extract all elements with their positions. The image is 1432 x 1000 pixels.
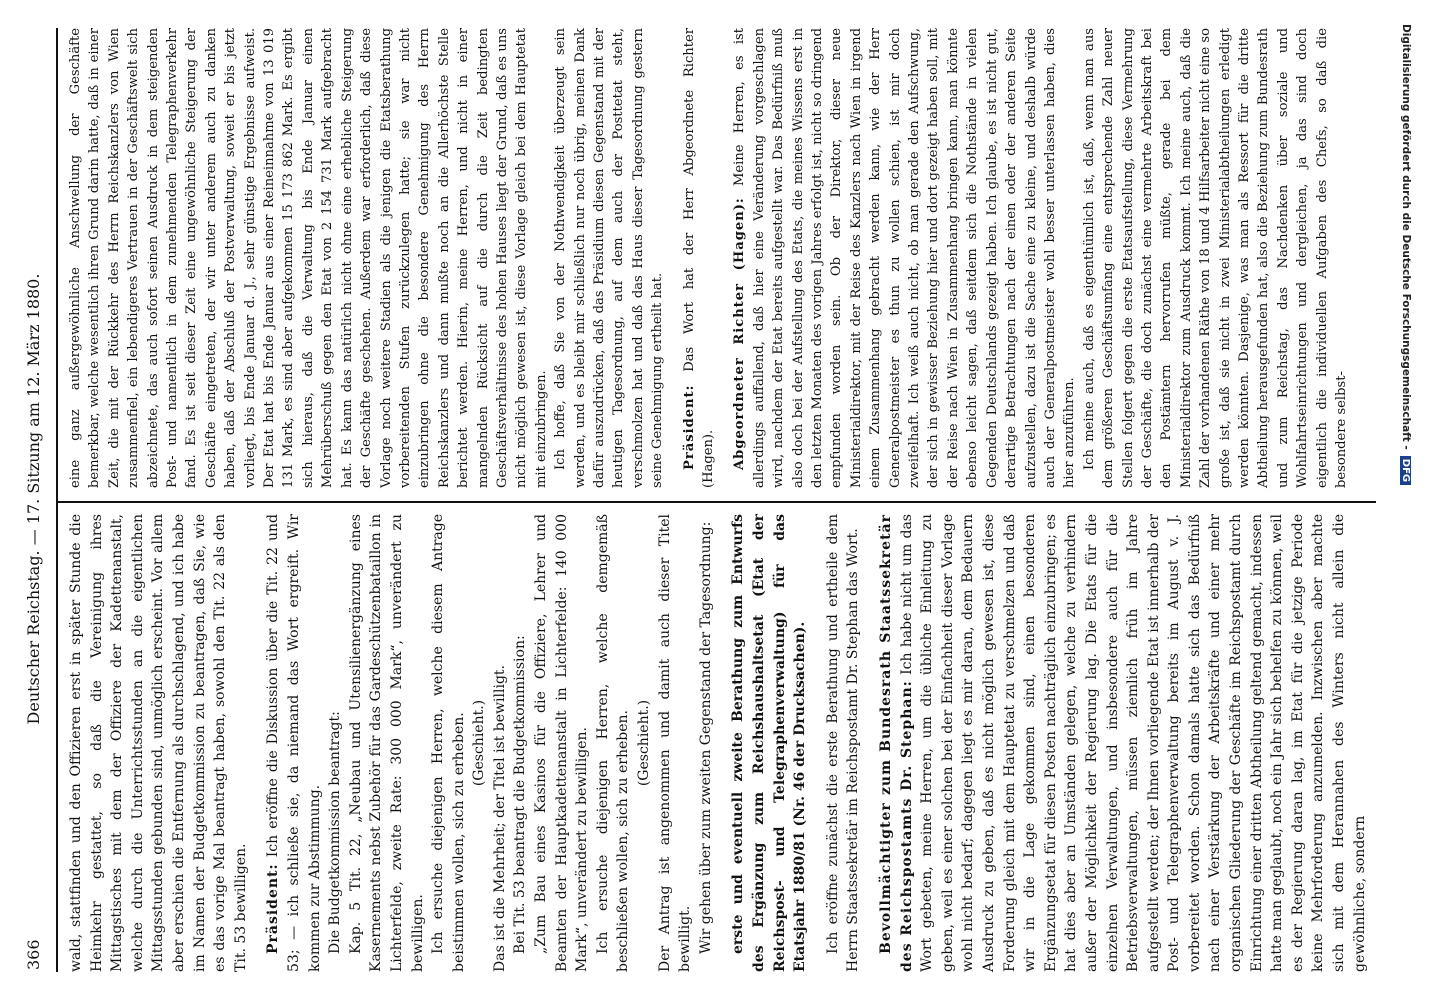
page-number: 366 — [24, 939, 43, 970]
paragraph: „Zum Bau eines Kasinos für die Offiziere, Lehrer und Beamten der Hauptkadettenanstalt in Lichterfelde: 140 000 Mark“, unverändert zu bewilligen. — [533, 514, 591, 972]
column-divider — [56, 501, 1376, 503]
paragraph: Ich meine auch, daß es eigenthümlich ist, daß, wenn man aus dem größeren Geschäftsumfang eine entsprechende Zahl neuer Stellen folgert gegen die erste Etatsaufstellung, diese Vermehrung der Geschäfte, die doch zunächst eine vermehrte Arbeitskraft bei den Postämtern hervorrufen müßte, gerade bei dem Ministerialdirektor zum Ausdruck kommt. Ich meine auch, daß die Zahl der vorhandenen Räthe von 18 und 4 Hilfsarbeiter nicht eine so große ist, daß sie nicht in zwei Ministerialabtheilungen erledigt werden könnten. Dasjenige, was man als Ressort für die dritte Abtheilung herausgefunden hat, also die Beziehung zum Bundesrath und zum Reichstag, das Nachdenken über soziale und Wohlfahrtseinrichtungen und dergleichen, ja das sind doch eigentlich die individuellen Aufgaben des Chefs, so daß die besondere selbst- — [1081, 28, 1349, 488]
text-column-left — [66, 514, 1370, 972]
paragraph: Ich eröffne zunächst die erste Berathung und ertheile dem Herrn Staatssekretär im Reichspostamt Dr. Stephan das Wort. — [824, 514, 862, 972]
paragraph-gap — [668, 28, 680, 488]
paragraph: Ich ersuche diejenigen Herren, welche diesem Antrage beistimmen wollen, sich zu erheben. — [430, 514, 467, 972]
paragraph: eine ganz außergewöhnliche Anschwellung der Geschäfte bemerkbar, welche wesentlich ihren Grund darin hatte, daß in einer Zeit, die mit der Rückkehr des Herrn Reichskanzlers von Wien zusammenfiel, ein lebendigeres Vertrauen in der Geschäftswelt sich abzeichnete, das auch sofort seinen Ausdruck in dem steigenden Post- und namentlich in dem zunehmenden Telegraphenverkehr fand. Es ist seit dieser Zeit eine ungewöhnliche Steigerung der Geschäfte eingetreten, der wir unter anderem auch zu danken haben, daß der Abschluß der Postverwaltung, soweit er bis jetzt vorliegt, bis Ende Januar d. J., sehr günstige Ergebnisse aufweist. Der Etat hat bis Ende Januar aus einer Reineinnahme von 13 019 131 Mark, es sind aber aufgekommen 15 173 862 Mark. Es ergibt sich hieraus, daß die Verwaltung bis Ende Januar einen Mehrüberschuß gegen den Etat von 2 154 731 Mark aufgebracht hat. Es kann das natürlich nicht ohne eine erhebliche Steigerung der Geschäfte geschehen. Außerdem war erforderlich, daß diese Vorlage noch weitere Stadien als die jenigen die Etatsberathung vorbereitenden Stufen zurückzulegen hatte; sie war nicht einzubringen ohne die besondere Genehmigung des Herrn Reichskanzlers und dann mußte noch an die Allerhöchste Stelle berichtet werden. Hierin, meine Herren, und nicht in einer mangelnden Rücksicht auf die durch die Zeit bedingten Geschäftsverhältnisse des hohen Hauses liegt der Grund, daß es uns nicht möglich gewesen ist, diese Vorlage gleich bei dem Hauptetat mit einzubringen. — [68, 28, 549, 488]
speech-text: Meine Herren, es ist allerdings auffallend, daß hier eine Veränderung vorgeschlagen wird, nachdem der Etat bereits aufgestellt war. Das Bedürfniß muß also doch bei der Aufstellung des Etats, die meines Wissens erst in den letzten Monaten des vorigen Jahres erfolgt ist, nicht so dringend empfunden worden sein. Ob der Direktor, dieser neue Ministerialdirektor, mit der Reise des Kanzlers nach Wien in irgend einem Zusammenhang gebracht werden kann, wie der Herr Generalpostmeister es thun zu wollen schien, ist mir doch zweifelhaft. Ich weiß auch nicht, ob man gerade den Aufschwung, der sich in gewisser Beziehung hier und dort gezeigt haben soll, mit der Reise nach Wien in Zusammenhang bringen kann, man könnte ebenso leicht sagen, daß seitdem sich die Nothstände in vielen Gegenden Deutschlands gezeigt haben. Ich glaube, es ist nicht gut, derartige Betrachtungen nach der einen oder der anderen Seite aufzustellen, dazu ist die Sache eine zu kleine, und deshalb würde auch der Generalpostmeister wohl besser unterlassen haben, dies hier anzuführen. — [732, 28, 1078, 488]
paragraph: Bei Tit. 53 beantragt die Budgetkommission: — [512, 635, 529, 954]
stage-direction: (Geschieht.) — [636, 699, 653, 787]
header-rule — [56, 28, 58, 972]
speaker-name: Präsident: — [681, 384, 697, 470]
speech-paragraph — [263, 514, 325, 972]
speaker-name: Präsident: — [265, 863, 282, 954]
running-header — [24, 28, 48, 970]
speech-text: Das Wort hat der Herr Abgeordnete Richter (Hagen). — [681, 28, 716, 488]
digitization-footer — [1396, 24, 1412, 1000]
stage-direction: (Geschieht.) — [471, 699, 488, 787]
paragraph: Ich hoffe, daß Sie von der Nothwendigkeit überzeugt sein werden, und es bleibt mir schließlich nur noch übrig, meinen Dank dafür auszudrücken, daß das Präsidium diesen Gegenstand mit der heutigen Tagesordnung, auf dem auch der Posttetat steht, verschmolzen hat und daß das Haus dieser Tagesordnung gestern seine Genehmigung ertheilt hat. — [553, 28, 666, 488]
speech-paragraph — [730, 28, 1079, 488]
speech-text: Ich eröffne die Diskussion über die Tit. 22 und 53; — ich schließe sie, da niemand das Wort ergreift. Wir kommen zur Abstimmung. — [265, 514, 323, 972]
agenda-item: erste und eventuell zweite Berathung zum Entwurfs des Ergänzung zum Reichshaushaltsetat (Etat der Reichspost- und Telegraphenverwaltung) für das Etatsjahr 1880/81 (Nr. 46 der Drucksachen). — [730, 514, 809, 972]
paragraph: Der Antrag ist angenommen und damit auch dieser Titel bewilligt. — [656, 514, 694, 972]
paragraph-gap — [718, 28, 730, 488]
paragraph: wald, stattfinden und den Offizieren erst in später Stunde die Heimkehr gestattet, so daß die Vereinigung ihres Mittagstisches mit dem der Offiziere der Kadettenanstalt, welche durch die Unterrichtsstunden an die eigentlichen Mittagsstunden gebunden sind, unmöglich erscheint. Vor allem aber erschien die Entfernung als durchschlagend, und ich habe im Namen der Budgetkommission zu beantragen, daß Sie, wie es das vorige Mal beantragt haben, sowohl den Tit. 22 als den Tit. 53 bewilligen. — [68, 514, 249, 972]
funding-note: Digitalisierung gefördert durch die Deutsche Forschungsgemeinschaft - — [1400, 24, 1412, 450]
speech-text: Ich habe nicht um das Wort gebeten, meine Herren, um die übliche Einleitung zu geben, weil es einer solchen bei der Einfachheit dieser Vorlage wohl nicht bedarf; dagegen liegt es mir daran, dem Bedauern Ausdruck zu geben, daß es nicht möglich gewesen ist, diese Forderung gleich mit dem Hauptetat zu verschmelzen und daß wir in die Lage gekommen sind, einen besonderen Ergänzungsetat für diesen Posten nachträglich einzubringen; es hat dies aber an Umständen gelegen, welche zu verhindern außer der Möglichkeit der Regierung lag. Die Etats für die einzelnen Verwaltungen, und insbesondere auch für die Betriebsverwaltungen, müssen ziemlich früh im Jahre aufgestellt werden; der Ihnen vorliegende Etat ist innerhalb der Post- und Telegraphenverwaltung bereits im August v. J. vorbereitet worden. Schon damals hatte sich das Bedürfniß nach einer Verstärkung der Arbeitskräfte und einer mehr organischen Gliederung der Geschäfte im Reichspostamt durch Einrichtung einer dritten Abtheilung geltend gemacht, indessen hatte man geglaubt, noch ein Jahr sich behelfen zu können, weil es der Regierung daran lag, im Etat für die jetzige Periode keine Mehrforderung anzumelden. Inzwischen aber machte sich mit dem Herannahen des Winters nicht allein die gewöhnliche, sondern — [898, 514, 1368, 972]
paragraph: Wir gehen über zum zweiten Gegenstand der Tagesordnung: — [697, 521, 714, 954]
paragraph: Kap. 5 Tit. 22, „Neubau und Utensilienergänzung eines Kasernements nebst Zubehör für das Gardeschützenbataillon in Lichterfelde, zweite Rate: 300 000 Mark“, unverändert zu bewilligen. — [347, 514, 426, 972]
paragraph-gap — [864, 514, 876, 972]
text-column-right — [66, 28, 1351, 488]
running-title: Deutscher Reichstag. — 17. Sitzung am 12. März 1880. — [24, 273, 43, 725]
speaker-name: Abgeordneter Richter (Hagen): — [732, 197, 748, 470]
paragraph: Ich ersuche diejenigen Herren, welche demgemäß beschließen wollen, sich zu erheben. — [594, 514, 632, 972]
paragraph-gap — [251, 514, 263, 972]
paragraph: Die Budgetkommission beantragt: — [327, 711, 344, 954]
dfg-logo: DFG — [1400, 456, 1411, 485]
paragraph-gap — [716, 514, 728, 972]
speech-paragraph — [680, 28, 719, 488]
paragraph-gap — [811, 514, 823, 972]
speaker-name: Bevollmächtigter zum Bundesrath Staatssekretär des Reichspostamts Dr. Stephan: — [877, 514, 915, 972]
paragraph: Das ist die Mehrheit; der Titel ist bewilligt. — [491, 665, 508, 972]
speech-paragraph — [876, 514, 1370, 972]
